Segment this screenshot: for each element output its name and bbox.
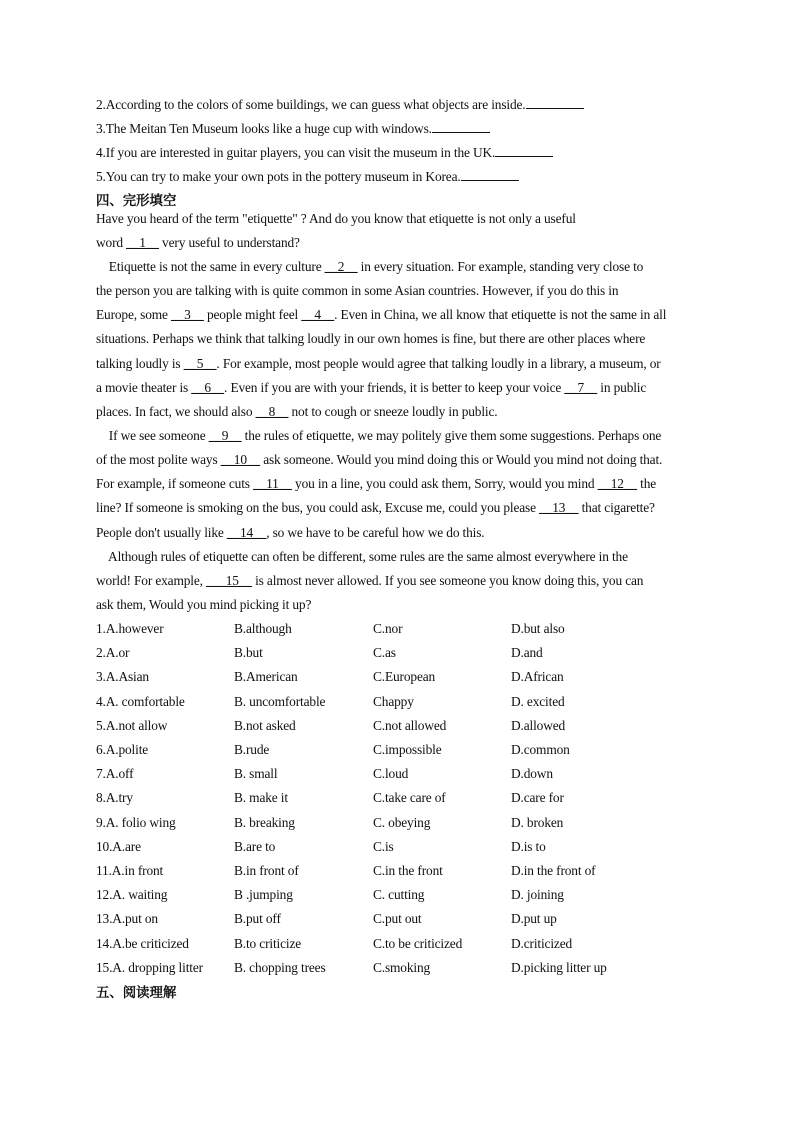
option-choice[interactable]: B.but (234, 645, 263, 661)
option-choice[interactable]: D.care for (511, 790, 564, 806)
statement-text: 2.According to the colors of some buildings, we can guess what objects are inside. (96, 97, 526, 112)
option-choice[interactable]: D.in the front of (511, 863, 596, 878)
answer-blank[interactable] (495, 144, 553, 157)
option-row (96, 935, 716, 953)
option-choice[interactable]: D.put up (511, 911, 557, 927)
option-choice[interactable]: D.allowed (511, 717, 566, 733)
blank-8[interactable]: __8__ (255, 404, 289, 419)
option-choice[interactable]: 9.A. folio wing (96, 814, 176, 830)
option-choice[interactable]: B.are to (234, 838, 276, 854)
option-choice[interactable]: C.European (373, 669, 436, 685)
passage-line: places. In fact, we should also __8__ not to cough or sneeze loudly in public. (96, 404, 498, 419)
option-choice[interactable]: C.smoking (373, 959, 431, 975)
option-choice[interactable]: C.not allowed (373, 717, 447, 733)
statement-text: 3.The Meitan Ten Museum looks like a huge cup with windows. (96, 121, 432, 136)
blank-10[interactable]: __10__ (220, 452, 260, 467)
passage-line: ask them, Would you mind picking it up? (96, 597, 312, 612)
blank-4[interactable]: __4__ (301, 307, 335, 322)
passage-line: a movie theater is __6__. Even if you are with your friends, it is better to keep your voice __7__ in public (96, 380, 647, 395)
option-row (96, 959, 716, 977)
option-choice[interactable]: 5.A.not allow (96, 717, 168, 733)
option-row (96, 910, 716, 928)
answer-blank[interactable] (461, 168, 519, 181)
option-row (96, 741, 716, 759)
option-row (96, 717, 716, 735)
option-choice[interactable]: D.down (511, 766, 553, 782)
option-choice[interactable]: 10.A.are (96, 838, 141, 854)
passage-line: world! For example, ___15__ is almost never allowed. If you see someone you know doing this, you can (96, 573, 644, 588)
option-choice[interactable]: D. broken (511, 814, 564, 830)
option-choice[interactable]: 1.A.however (96, 621, 164, 636)
option-choice[interactable]: 11.A.in front (96, 863, 164, 878)
option-row (96, 789, 716, 807)
option-choice[interactable]: C.to be criticized (373, 935, 463, 951)
option-choice[interactable]: D. excited (511, 693, 565, 709)
blank-15[interactable]: ___15__ (206, 573, 252, 588)
option-choice[interactable]: C.as (373, 645, 396, 661)
passage-line: line? If someone is smoking on the bus, you could ask, Excuse me, could you please __13__ that cigarette? (96, 500, 655, 515)
option-choice[interactable]: 4.A. comfortable (96, 693, 185, 709)
option-choice[interactable]: B.not asked (234, 717, 296, 733)
passage-line: Europe, some __3__ people might feel __4__. Even in China, we all know that etiquette is not the same in all (96, 307, 667, 322)
blank-14[interactable]: __14__ (226, 525, 267, 540)
passage-line: talking loudly is __5__. For example, most people would agree that talking loudly in a library, a museum, or (96, 356, 661, 371)
option-row (96, 668, 716, 686)
option-choice[interactable]: C.is (373, 838, 394, 854)
blank-6[interactable]: __6__ (191, 380, 225, 395)
passage-line: word __1__ very useful to understand? (96, 235, 300, 250)
option-choice[interactable]: D.common (511, 742, 570, 757)
blank-9[interactable]: __9__ (208, 428, 242, 443)
passage-line: situations. Perhaps we think that talking loudly in our own homes is fine, but there are other places where (96, 331, 646, 346)
option-choice[interactable]: B.put off (234, 911, 281, 927)
statement-5 (96, 168, 519, 186)
option-choice[interactable]: D. joining (511, 887, 564, 903)
option-choice[interactable]: 12.A. waiting (96, 887, 168, 903)
option-row (96, 693, 716, 711)
option-row (96, 620, 716, 638)
passage-line: of the most polite ways __10__ ask someone. Would you mind doing this or Would you mind not doing that. (96, 452, 663, 467)
option-row (96, 765, 716, 783)
option-choice[interactable]: D.is to (511, 838, 546, 854)
option-choice[interactable]: Chappy (373, 693, 414, 709)
option-choice[interactable]: 6.A.polite (96, 742, 149, 757)
blank-1[interactable]: __1__ (126, 235, 159, 250)
blank-3[interactable]: __3__ (171, 307, 204, 322)
option-choice[interactable]: 7.A.off (96, 766, 134, 782)
blank-2[interactable]: __2__ (324, 259, 358, 274)
option-choice[interactable]: C.loud (373, 766, 409, 782)
option-choice[interactable]: B. breaking (234, 814, 295, 830)
option-choice[interactable]: C.nor (373, 621, 403, 636)
answer-blank[interactable] (432, 120, 490, 133)
option-choice[interactable]: D.criticized (511, 935, 573, 951)
option-choice[interactable]: 8.A.try (96, 790, 133, 806)
option-row (96, 814, 716, 832)
passage-line: For example, if someone cuts __11__ you in a line, you could ask them, Sorry, would you mind __12__ the (96, 476, 657, 491)
blank-7[interactable]: __7__ (564, 380, 598, 395)
option-row (96, 886, 716, 904)
option-choice[interactable]: 2.A.or (96, 645, 130, 661)
option-choice[interactable]: B.in front of (234, 863, 299, 878)
blank-13[interactable]: __13__ (539, 500, 579, 515)
option-choice[interactable]: B. make it (234, 790, 288, 806)
option-choice[interactable]: B.to criticize (234, 935, 302, 951)
passage-line: If we see someone __9__ the rules of etiquette, we may politely give them some suggestions. Perhaps one (96, 428, 662, 443)
option-choice[interactable]: 15.A. dropping litter (96, 959, 203, 975)
passage-line: the person you are talking with is quite common in some Asian countries. However, if you do this in (96, 283, 619, 298)
option-choice[interactable]: 13.A.put on (96, 911, 158, 927)
option-choice[interactable]: B.American (234, 669, 298, 685)
option-choice[interactable]: D.African (511, 669, 564, 685)
blank-12[interactable]: __12__ (597, 476, 637, 491)
option-choice[interactable]: B .jumping (234, 887, 293, 903)
statement-4 (96, 144, 553, 162)
option-choice[interactable]: B.although (234, 621, 292, 636)
option-choice[interactable]: 3.A.Asian (96, 669, 149, 685)
statement-3 (96, 120, 490, 138)
option-choice[interactable]: C.take care of (373, 790, 446, 806)
statement-text: 5.You can try to make your own pots in the pottery museum in Korea. (96, 169, 461, 184)
option-choice[interactable]: C.put out (373, 911, 422, 927)
passage-line: People don't usually like __14__, so we have to be careful how we do this. (96, 525, 485, 540)
option-choice[interactable]: 14.A.be criticized (96, 935, 189, 951)
option-choice[interactable]: C.in the front (373, 863, 443, 878)
option-choice[interactable]: C. obeying (373, 814, 431, 830)
section-5-heading: 五、阅读理解 (96, 986, 177, 1001)
passage-line: Have you heard of the term "etiquette" ? And do you know that etiquette is not only a useful (96, 211, 576, 226)
option-row (96, 838, 716, 856)
statement-text: 4.If you are interested in guitar players, you can visit the museum in the UK. (96, 145, 496, 160)
section-4-heading: 四、完形填空 (96, 194, 177, 209)
blank-5[interactable]: __5__ (183, 356, 217, 371)
option-choice[interactable]: C. cutting (373, 887, 425, 903)
passage-line: Etiquette is not the same in every culture __2__ in every situation. For example, standing very close to (96, 259, 644, 274)
passage-line: Although rules of etiquette can often be different, some rules are the same almost everywhere in the (96, 549, 628, 564)
option-choice[interactable]: B. chopping trees (234, 959, 326, 975)
option-choice[interactable]: D.picking litter up (511, 959, 607, 975)
blank-11[interactable]: __11__ (253, 476, 292, 491)
option-choice[interactable]: B. small (234, 766, 278, 782)
option-row (96, 644, 716, 662)
option-choice[interactable]: D.but also (511, 621, 565, 636)
statement-2 (96, 96, 584, 114)
option-choice[interactable]: C.impossible (373, 742, 442, 757)
option-choice[interactable]: B.rude (234, 742, 270, 757)
answer-blank[interactable] (526, 96, 584, 109)
option-choice[interactable]: D.and (511, 645, 543, 661)
option-choice[interactable]: B. uncomfortable (234, 693, 326, 709)
option-row (96, 862, 716, 880)
